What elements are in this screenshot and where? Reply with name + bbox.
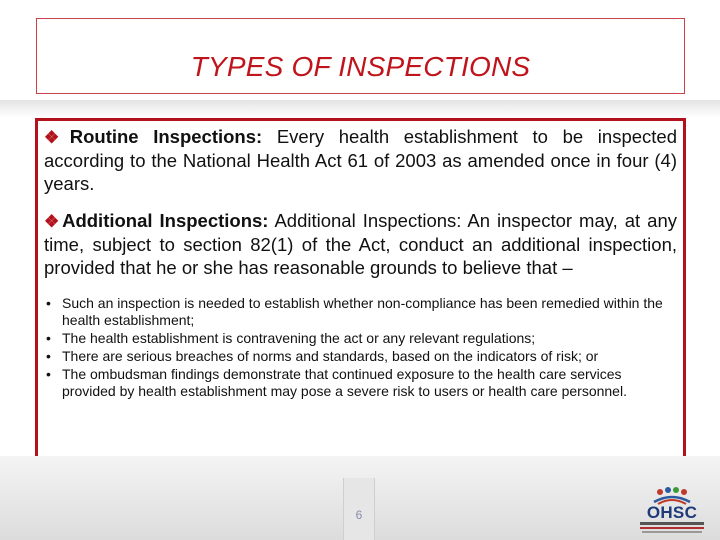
bullet-dot-icon: • xyxy=(46,366,51,382)
logo-tagline-sub xyxy=(642,531,702,533)
content-box xyxy=(35,118,686,474)
list-item: • The health establishment is contravening the act or any relevant regulations; xyxy=(46,330,536,346)
logo-text: OHSC xyxy=(646,503,698,522)
title-box xyxy=(36,18,685,94)
title-divider xyxy=(0,100,720,118)
list-item: • Such an inspection is needed to establish whether non-compliance has been remedied within the health establishment; xyxy=(46,295,663,328)
diamond-bullet-icon: ❖ xyxy=(44,212,62,231)
bullet-dot-icon: • xyxy=(46,348,51,364)
diamond-bullet-icon: ❖ xyxy=(44,128,69,147)
additional-text: Additional Inspections: An inspector may, at any time, subject to section 82(1) of the Act, conduct an additional inspection, provided that he or she has reasonable grounds to believe that – xyxy=(44,210,677,278)
logo-tagline xyxy=(640,522,704,525)
bullet-list xyxy=(44,295,677,400)
page-number: 6 xyxy=(355,508,363,522)
list-item: • There are serious breaches of norms and standards, based on the indicators of risk; or xyxy=(46,348,599,364)
slide-title: TYPES OF INSPECTIONS xyxy=(190,51,531,82)
ohsc-logo xyxy=(632,486,712,536)
page-number-box xyxy=(343,478,375,540)
logo-tagline-accent xyxy=(640,527,704,529)
bullet-dot-icon: • xyxy=(46,295,51,311)
list-item: • The ombudsman findings demonstrate that continued exposure to the health care services provided by health establishment may pose a severe risk to users or health care personnel. xyxy=(46,366,627,399)
routine-heading: Routine Inspections: xyxy=(69,126,263,147)
routine-paragraph xyxy=(44,125,677,195)
additional-heading: Additional Inspections: xyxy=(62,210,269,231)
bullet-dot-icon: • xyxy=(46,330,51,346)
additional-paragraph xyxy=(44,209,677,279)
routine-text: Every health establishment to be inspected according to the National Health Act 61 of 2003 as amended once in four (4) years. xyxy=(44,126,677,194)
